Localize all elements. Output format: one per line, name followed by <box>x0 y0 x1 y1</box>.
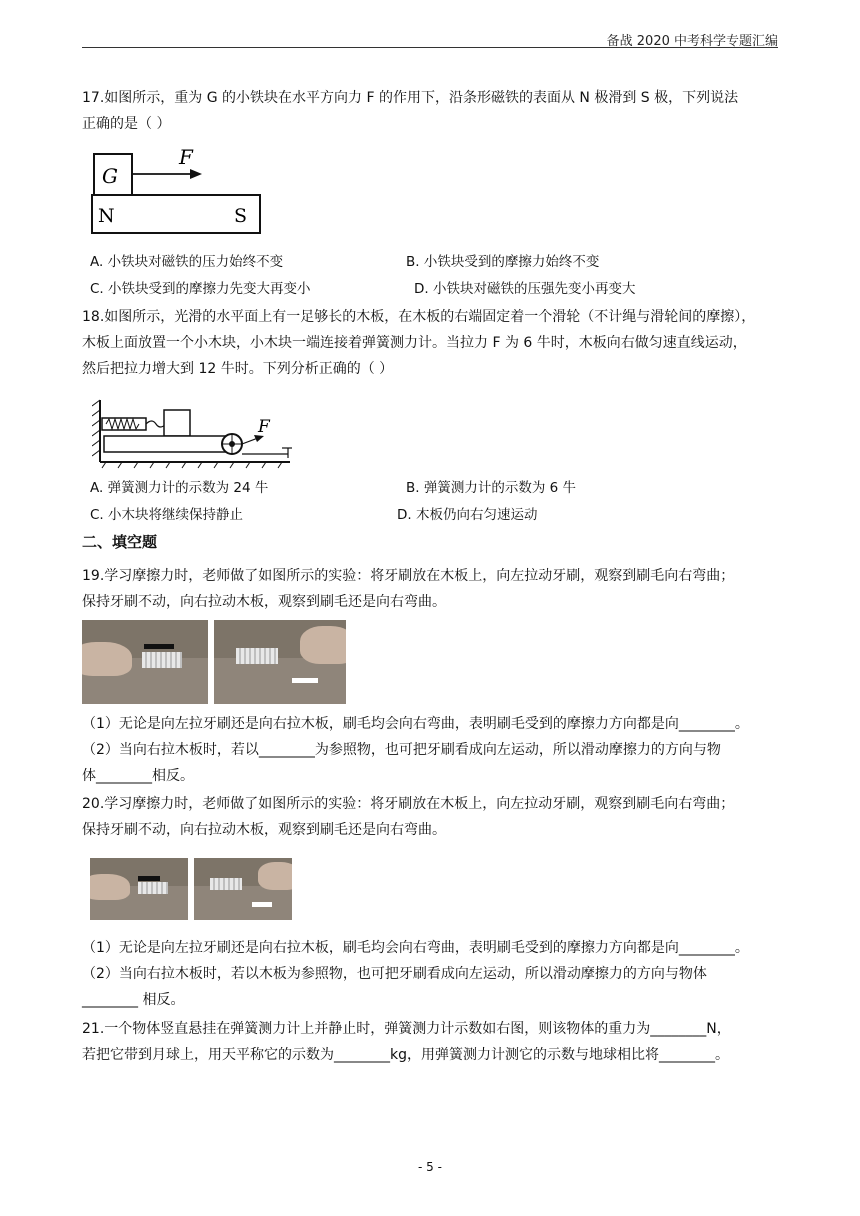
q18-stem-line1: 18.如图所示，光滑的水平面上有一足够长的木板，在木板的右端固定着一个滑轮（不计绳与滑轮间的摩擦）， <box>82 309 756 325</box>
force-arrow-head <box>190 169 202 179</box>
q18-option-d: D. 木板仍向右匀速运动 <box>397 507 538 523</box>
q17-option-c: C. 小铁块受到的摩擦力先变大再变小 <box>90 281 311 297</box>
q19-stem-line1: 19.学习摩擦力时，老师做了如图所示的实验：将牙刷放在木板上，向左拉动牙刷，观察到刷毛向右弯曲； <box>82 568 735 584</box>
label-g: G <box>102 164 118 188</box>
q19-sub2-line1: （2）当向右拉木板时，若以________为参照物，也可把牙刷看成向左运动，所以滑动摩擦力的方向与物 <box>82 742 721 758</box>
label-f: F <box>258 417 270 437</box>
q20-stem-line2: 保持牙刷不动，向右拉动木板，观察到刷毛还是向右弯曲。 <box>82 822 446 838</box>
q19-sub2-line2: 体________相反。 <box>82 768 194 784</box>
q19-stem-line2: 保持牙刷不动，向右拉动木板，观察到刷毛还是向右弯曲。 <box>82 594 446 610</box>
q18-option-a: A. 弹簧测力计的示数为 24 牛 <box>90 480 269 496</box>
q17-stem-line2: 正确的是（ ） <box>82 116 171 132</box>
q17-stem-line1: 17.如图所示，重为 G 的小铁块在水平方向力 F 的作用下，沿条形磁铁的表面从 N 极滑到 S 极，下列说法 <box>82 90 739 106</box>
section-title-fill-in: 二、填空题 <box>82 533 158 551</box>
q21-stem-line2: 若把它带到月球上，用天平称它的示数为________kg，用弹簧测力计测它的示数与地球相比将________。 <box>82 1047 729 1063</box>
q20-photo-pull-board <box>194 858 292 920</box>
q18-figure-spring-board-diagram <box>92 396 296 470</box>
label-s: S <box>234 205 248 227</box>
page-number: - 5 - <box>418 1160 442 1174</box>
label-f: F <box>179 148 193 169</box>
q20-sub2-line1: （2）当向右拉木板时，若以木板为参照物，也可把牙刷看成向左运动，所以滑动摩擦力的方向与物体 <box>82 966 707 982</box>
q19-photo-pull-board <box>214 620 346 704</box>
q18-stem-line2: 木板上面放置一个小木块，小木块一端连接着弹簧测力计。当拉力 F 为 6 牛时，木板向右做匀速直线运动， <box>82 335 747 351</box>
header-divider <box>82 47 778 48</box>
q20-photo-pull-toothbrush <box>90 858 188 920</box>
q17-option-a: A. 小铁块对磁铁的压力始终不变 <box>90 254 284 270</box>
q20-stem-line1: 20.学习摩擦力时，老师做了如图所示的实验：将牙刷放在木板上，向左拉动牙刷，观察到刷毛向右弯曲； <box>82 796 735 812</box>
q18-option-b: B. 弹簧测力计的示数为 6 牛 <box>406 480 577 496</box>
label-n: N <box>98 205 115 227</box>
q20-sub2-line2: ________ 相反。 <box>82 992 185 1008</box>
q21-stem-line1: 21.一个物体竖直悬挂在弹簧测力计上并静止时，弹簧测力计示数如右图，则该物体的重力为________N， <box>82 1021 731 1037</box>
q17-option-b: B. 小铁块受到的摩擦力始终不变 <box>406 254 600 270</box>
q18-option-c: C. 小木块将继续保持静止 <box>90 507 244 523</box>
q17-option-d: D. 小铁块对磁铁的压强先变小再变大 <box>414 281 636 297</box>
q20-sub1: （1）无论是向左拉牙刷还是向右拉木板，刷毛均会向右弯曲，表明刷毛受到的摩擦力方向都是向________。 <box>82 940 749 956</box>
q19-photo-pull-toothbrush <box>82 620 208 704</box>
q18-stem-line3: 然后把拉力增大到 12 牛时。下列分析正确的（ ） <box>82 361 394 377</box>
q17-figure-magnet-diagram <box>90 148 265 236</box>
header-title: 备战 2020 中考科学专题汇编 <box>606 34 778 49</box>
q19-sub1: （1）无论是向左拉牙刷还是向右拉木板，刷毛均会向右弯曲，表明刷毛受到的摩擦力方向都是向________。 <box>82 716 749 732</box>
